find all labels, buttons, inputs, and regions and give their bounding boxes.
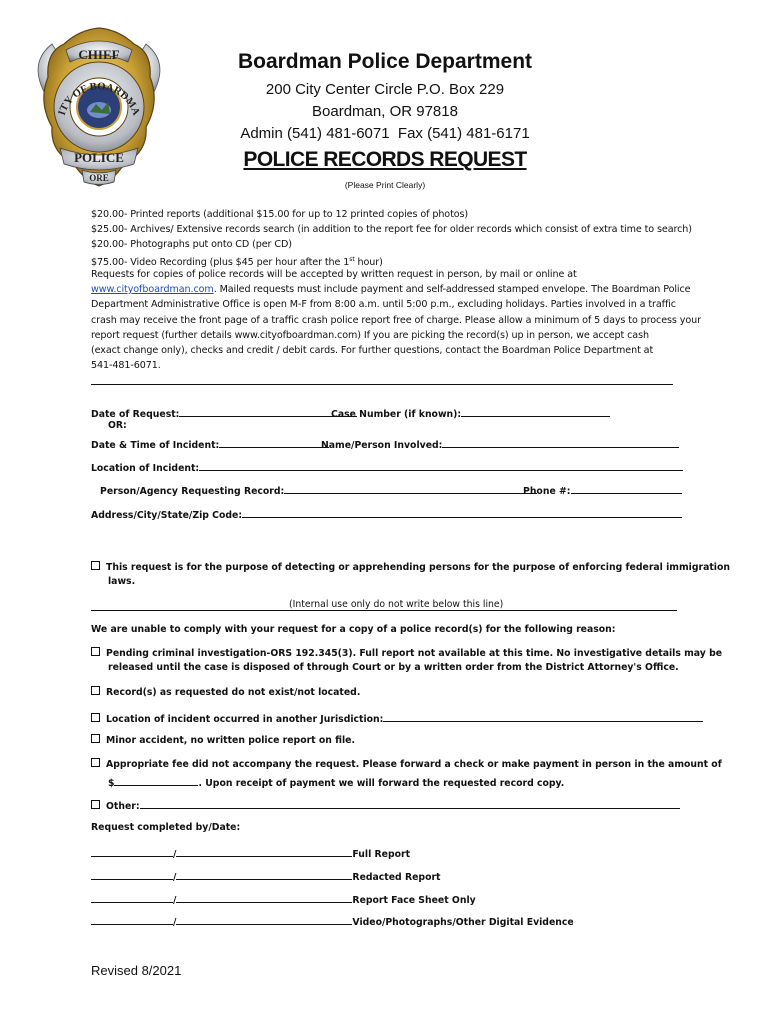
fee-printed: $20.00- Printed reports (additional $15.00 for up to 12 printed copies of photos) [91,209,469,220]
print-instruction: (Please Print Clearly) [344,180,426,190]
date-time-incident-field[interactable]: Date & Time of Incident: [91,436,329,451]
revised-date: Revised 8/2021 [91,963,182,978]
fee-photographs: $20.00- Photographs put onto CD (per CD) [91,239,292,250]
fee-missing-row[interactable]: Appropriate fee did not accompany the request. Please forward a check or make payment in person in the amount of [91,758,722,770]
video-evidence-row[interactable]: / Video/Photographs/Other Digital Evidence [91,913,574,928]
pending-line-2: released until the case is disposed of through Court or by a written order from the District Attorney's Office. [108,662,679,673]
policy-line-1: Requests for copies of police records will be accepted by written request in person, by mail or online at [91,269,577,280]
policy-line-6: (exact change only), checks and credit / debit cards. For further questions, contact the Boardman Police Department at [91,345,654,356]
location-field[interactable]: Location of Incident: [91,459,683,474]
form-title: POLICE RECORDS REQUEST [243,148,527,171]
immigration-line-2: laws. [108,576,136,587]
pending-checkbox[interactable] [91,647,100,656]
phone-field[interactable]: Phone #: [523,482,682,497]
policy-line-2: www.cityofboardman.com. Mailed requests must include payment and self-addressed stamped envelope. The Boardman Police [91,284,691,295]
fee-missing-line-2[interactable]: $ . Upon receipt of payment we will forward the requested record copy. [108,774,564,789]
badge-bottom-text: POLICE [74,150,124,165]
minor-accident-checkbox[interactable] [91,734,100,743]
internal-use-label: (Internal use only do not write below this line) [289,599,504,610]
not-exist-checkbox[interactable] [91,686,100,695]
name-involved-field[interactable]: Name/Person Involved: [321,436,679,451]
date-of-request-field[interactable]: Date of Request: [91,405,357,420]
case-number-field[interactable]: Case Number (if known): [331,405,610,420]
unable-to-comply: We are unable to comply with your request for a copy of a police record(s) for the following reason: [91,624,616,635]
pending-row[interactable]: Pending criminal investigation-ORS 192.345(3). Full report not available at this time. No investigative details may be [91,647,722,659]
address-line-1: 200 City Center Circle P.O. Box 229 [265,81,505,98]
jurisdiction-checkbox[interactable] [91,713,100,722]
badge-ring-text: ITY OF BOARDMA [56,81,142,117]
policy-line-5: report request (further details www.cityofboardman.com) If you are picking the record(s) up in person, we accept cash [91,330,649,341]
full-report-row[interactable]: / Full Report [91,845,410,860]
immigration-checkbox-row[interactable]: This request is for the purpose of detecting or apprehending persons for the purpose of enforcing federal immigration [91,561,730,573]
policy-line-3: Department Administrative Office is open M-F from 8:00 a.m. until 5:00 p.m., excluding holidays. Parties involved in a traffic [91,299,676,310]
fee-archives: $25.00- Archives/ Extensive records search (in addition to the report fee for older records which consist of extra time to search) [91,224,692,235]
contact-line: Admin (541) 481-6071 Fax (541) 481-6171 [240,125,530,142]
fee-video: $75.00- Video Recording (plus $45 per hour after the 1st hour) [91,256,383,269]
requesting-party-field[interactable]: Person/Agency Requesting Record: [100,482,537,497]
policy-line-7: 541-481-6071. [91,360,161,371]
or-label: OR: [108,420,127,431]
other-row[interactable]: Other: [91,797,680,812]
immigration-checkbox[interactable] [91,561,100,570]
fee-missing-checkbox[interactable] [91,758,100,767]
minor-accident-row[interactable]: Minor accident, no written police report on file. [91,734,355,746]
address-line-2: Boardman, OR 97818 [312,103,458,120]
redacted-report-row[interactable]: / Redacted Report [91,868,441,883]
badge-logo [24,22,174,192]
address-field[interactable]: Address/City/State/Zip Code: [91,506,682,521]
badge-state-text: ORE [89,173,109,183]
badge-top-text: CHIEF [78,47,120,62]
website-link[interactable]: www.cityofboardman.com [91,284,214,295]
internal-divider [91,599,677,613]
policy-line-4: crash may receive the front page of a traffic crash police report free of charge. Please allow a minimum of 5 days to process your [91,315,701,326]
face-sheet-row[interactable]: / Report Face Sheet Only [91,891,476,906]
not-exist-row[interactable]: Record(s) as requested do not exist/not located. [91,686,360,698]
other-checkbox[interactable] [91,800,100,809]
completed-by-label: Request completed by/Date: [91,822,241,833]
jurisdiction-row[interactable]: Location of incident occurred in another Jurisdiction: [91,710,703,725]
department-name: Boardman Police Department [237,50,533,73]
divider [91,384,673,385]
